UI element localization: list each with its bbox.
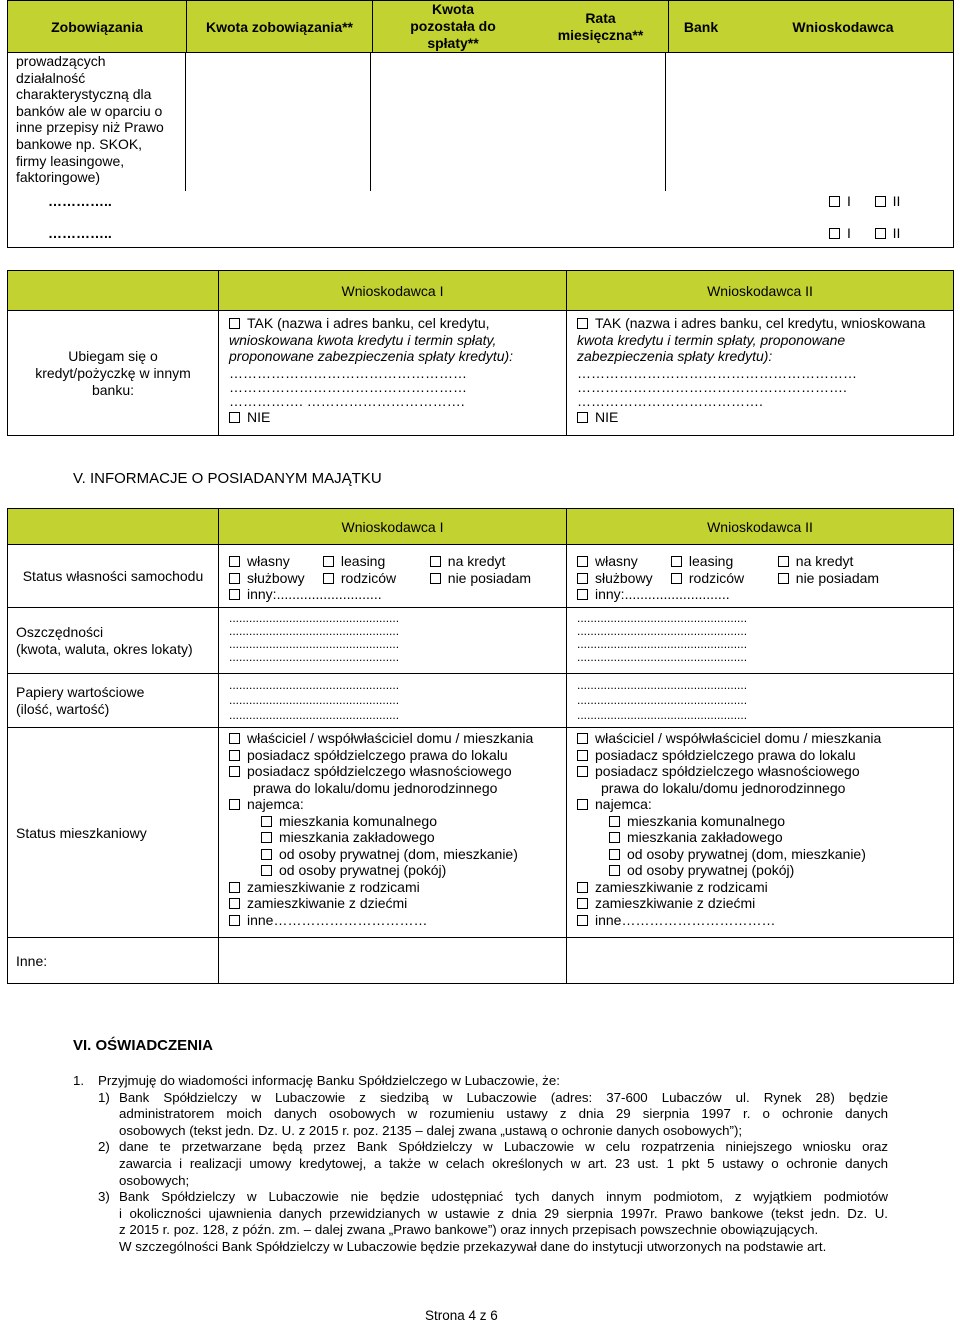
housing-option: od osoby prywatnej (pokój) bbox=[229, 862, 566, 879]
savings-field-i[interactable]: ................................................... ................................................... ................................................... ................................................... bbox=[219, 608, 567, 674]
other-bank-no-checkbox-ii[interactable] bbox=[577, 412, 588, 423]
securities-field-i[interactable]: ................................................... ................................................... ................................................... bbox=[219, 674, 567, 728]
statement-2: 2) dane te przetwarzane będą przez Bank Spółdzielczy w Lubaczowie w celu rozpatrzenia niniejszego wniosku oraz zawarcia i realizacji umowy kredytowej, a także w celach określonych w art. 23 ust. 1 pkt 5 ustawy o ochronie danych osobowych; bbox=[98, 1139, 888, 1188]
securities-field-ii[interactable]: ................................................... ................................................... ................................................... bbox=[567, 674, 954, 728]
applicant-ii-checkbox[interactable] bbox=[875, 196, 886, 207]
other-label: Inne: bbox=[8, 938, 219, 984]
car-status-label: Status własności samochodu bbox=[8, 545, 219, 608]
other-field[interactable] bbox=[219, 938, 567, 984]
car-other-checkbox[interactable] bbox=[577, 589, 588, 600]
applicant-ii-checkbox[interactable] bbox=[875, 228, 886, 239]
car-parents-checkbox[interactable] bbox=[323, 573, 334, 584]
page-number: Strona 4 z 6 bbox=[425, 1308, 498, 1323]
applicant-i-checkbox[interactable] bbox=[829, 196, 840, 207]
loan-details-field-ii[interactable]: …………………………………. bbox=[577, 393, 763, 409]
loan-details-field-i[interactable]: …………………………………………… bbox=[229, 364, 467, 381]
housing-option: zamieszkiwanie z rodzicami bbox=[229, 879, 566, 896]
housing-option-checkbox[interactable] bbox=[577, 799, 588, 810]
housing-option: prawa do lokalu/domu jednorodzinnego bbox=[253, 779, 498, 796]
applicant-i-checkbox[interactable] bbox=[829, 228, 840, 239]
housing-option: mieszkania komunalnego bbox=[229, 813, 566, 830]
section-vi-title: VI. OŚWIADCZENIA bbox=[73, 1037, 214, 1054]
housing-option: zamieszkiwanie z rodzicami bbox=[577, 879, 953, 896]
section-v-title: V. INFORMACJE O POSIADANYM MAJĄTKU bbox=[73, 470, 382, 487]
statement-1: 1) Bank Spółdzielczy w Lubaczowie z siedzibą w Lubaczowie (adres: 37-600 Lubaczów ul. Rynek 28) będzie administratorem moich danych osobowych w rozumieniu ustawy z dnia 29 sierpnia 1997 r. o ochronie danych osobowych (tekst jedn. Dz. U. z 2015 r. poz. 2135 – dalej zwana „ustawą o ochronie danych osobowych”); bbox=[98, 1089, 888, 1138]
other-bank-no-checkbox-i[interactable] bbox=[229, 412, 240, 423]
col-header-remaining: Kwota pozostała do spłaty** bbox=[373, 1, 534, 53]
housing-option: najemca: bbox=[577, 796, 953, 813]
housing-option-checkbox[interactable] bbox=[261, 849, 272, 860]
housing-option: posiadacz spółdzielczego własnościowego bbox=[229, 763, 566, 780]
liabilities-table: Zobowiązania Kwota zobowiązania** Kwota pozostała do spłaty** Rata miesięczna** Bank Wnioskodawca prowadzących działalność charakterystyczną dla banków ale w oparciu o inne przepisy niż Prawo bankowe np. SKOK, firmy leasingowe, faktoringowe) ………….. ………….. I II I II bbox=[7, 0, 954, 248]
housing-option: od osoby prywatnej (dom, mieszkanie) bbox=[577, 846, 953, 863]
housing-option: inne…………………………… bbox=[229, 912, 566, 929]
housing-option-checkbox[interactable] bbox=[229, 898, 240, 909]
housing-option-checkbox[interactable] bbox=[229, 733, 240, 744]
housing-option-checkbox[interactable] bbox=[609, 816, 620, 827]
housing-option: prawa do lokalu/domu jednorodzinnego bbox=[601, 779, 846, 796]
car-leasing-checkbox[interactable] bbox=[323, 556, 334, 567]
housing-option: mieszkania zakładowego bbox=[577, 829, 953, 846]
loan-details-field-ii[interactable]: …………………………………………………… bbox=[577, 364, 857, 381]
other-bank-yes-checkbox-i[interactable] bbox=[229, 318, 240, 329]
housing-option: mieszkania komunalnego bbox=[577, 813, 953, 830]
housing-option-checkbox[interactable] bbox=[609, 849, 620, 860]
header-applicant-i: Wnioskodawca I bbox=[219, 271, 567, 311]
savings-label: Oszczędności (kwota, waluta, okres lokaty) bbox=[8, 608, 219, 674]
housing-option: zamieszkiwanie z dziećmi bbox=[229, 895, 566, 912]
header-applicant-i: Wnioskodawca I bbox=[219, 509, 567, 545]
car-none-checkbox[interactable] bbox=[430, 573, 441, 584]
liability-description: prowadzących działalność charakterystyczną dla banków ale w oparciu o inne przepisy niż Prawo bankowe np. SKOK, firmy leasingowe, faktoringowe) bbox=[16, 53, 164, 186]
housing-option-checkbox[interactable] bbox=[261, 816, 272, 827]
car-company-checkbox[interactable] bbox=[577, 573, 588, 584]
housing-option-checkbox[interactable] bbox=[229, 799, 240, 810]
housing-option: właściciel / współwłaściciel domu / mieszkania bbox=[229, 730, 566, 747]
col-header-bank: Bank bbox=[669, 1, 734, 53]
car-own-checkbox[interactable] bbox=[577, 556, 588, 567]
housing-option-checkbox[interactable] bbox=[577, 882, 588, 893]
car-credit-checkbox[interactable] bbox=[778, 556, 789, 567]
housing-option: zamieszkiwanie z dziećmi bbox=[577, 895, 953, 912]
housing-option: od osoby prywatnej (dom, mieszkanie) bbox=[229, 846, 566, 863]
housing-option-checkbox[interactable] bbox=[229, 915, 240, 926]
housing-option-checkbox[interactable] bbox=[577, 898, 588, 909]
housing-option-checkbox[interactable] bbox=[577, 915, 588, 926]
housing-option-checkbox[interactable] bbox=[577, 733, 588, 744]
other-field[interactable] bbox=[567, 938, 954, 984]
housing-option: posiadacz spółdzielczego prawa do lokalu bbox=[577, 747, 953, 764]
car-other-field[interactable]: inny:........................... bbox=[247, 586, 382, 602]
housing-option-checkbox[interactable] bbox=[229, 882, 240, 893]
other-bank-loan-table: Wnioskodawca I Wnioskodawca II Ubiegam się o kredyt/pożyczkę w innym banku: TAK (nazwa i adres banku, cel kredytu, wnioskowana kwota kredytu i termin spłaty, proponowane zabezpieczenia spłaty kredytu): …………………………………………… …………………………………………… ……………. ……………………………. NIE TAK (nazwa i adres banku, cel kredytu, wnioskowana kwota kredytu i termin spłaty, proponowane zabezpieczenia spłaty kredytu): …………………………………………………… …………………………………………………. …………………………………. NIE bbox=[7, 270, 954, 436]
housing-option-checkbox[interactable] bbox=[229, 750, 240, 761]
housing-option-checkbox[interactable] bbox=[609, 865, 620, 876]
liability-row: ………….. bbox=[48, 225, 112, 241]
car-leasing-checkbox[interactable] bbox=[671, 556, 682, 567]
housing-option: właściciel / współwłaściciel domu / mieszkania bbox=[577, 730, 953, 747]
car-own-checkbox[interactable] bbox=[229, 556, 240, 567]
liability-row: ………….. bbox=[48, 193, 112, 209]
loan-details-field-ii[interactable]: …………………………………………………. bbox=[577, 379, 847, 395]
car-credit-checkbox[interactable] bbox=[430, 556, 441, 567]
housing-option: posiadacz spółdzielczego prawa do lokalu bbox=[229, 747, 566, 764]
housing-option: mieszkania zakładowego bbox=[229, 829, 566, 846]
car-other-checkbox[interactable] bbox=[229, 589, 240, 600]
housing-option-checkbox[interactable] bbox=[261, 832, 272, 843]
other-bank-loan-label: Ubiegam się o kredyt/pożyczkę w innym banku: bbox=[8, 311, 219, 436]
car-other-field[interactable]: inny:........................... bbox=[595, 586, 730, 602]
statements: 1. Przyjmuję do wiadomości informację Banku Spółdzielczego w Lubaczowie, że: 1) Bank Spółdzielczy w Lubaczowie z siedzibą w Lubaczowie (adres: 37-600 Lubaczów ul. Rynek 28) będzie administratorem moich danych osobowych w rozumieniu ustawy z dnia 29 sierpnia 1997 r. o ochronie danych osobowych (tekst jedn. Dz. U. z 2015 r. poz. 2135 – dalej zwana „ustawą o ochronie danych osobowych”); 2) dane te przetwarzane będą przez Bank Spółdzielczy w Lubaczowie w celu rozpatrzenia niniejszego wniosku oraz zawarcia i realizacji umowy kredytowej, a także w celach określonych w art. 23 ust. 1 pkt 5 ustawy o ochronie danych osobowych; 3) Bank Spółdzielczy w Lubaczowie nie będzie udostępniać tych danych innym podmiotom, z wyjątkiem podmiotów i okoliczności ujawnienia danych przewidzianych w ustawie z dnia 29 sierpnia 1997r. Prawo bankowe (tekst jedn. Dz. U. z 2015 r. poz. 128, z późn. zm. – dalej zwana „Prawo bankowe”) oraz innych przepisach powszechnie obowiązujących. W szczególności Bank Spółdzielczy w Lubaczowie będzie przekazywał dane do instytucji utworzonych na podstawie art. bbox=[73, 1073, 888, 1254]
assets-table: Wnioskodawca I Wnioskodawca II Status własności samochodu własny leasing na kredyt służbowy rodziców nie posiadam inny:........................... własny leasing na kredyt służbowy rodziców nie posiadam inny:........................... Oszczędności (kwota, waluta, okres lokaty) ................................................... ................................................... ................................................... ................................................... ................................................... ................................................... ................................................... ................................................... Papiery wartościowe (ilość, wartość) ................................................... ................................................... ................................................... ................................................... ................................................... ................................................... Status mieszkaniowy właściciel / współwłaściciel domu / mieszkania posiadacz spółdzielczego prawa do lokalu posiadacz spółdzielczego własnościowego prawa do lokalu/domu jednorodzinnego najemca: mieszkania komunalnego mieszkania zakładowego od osoby prywatnej (dom, mieszkanie) od osoby prywatnej (pokój) zamieszkiwanie z rodzicami zamieszkiwanie z dziećmi inne…………………………… właściciel / współwłaściciel domu / mieszkania posiadacz spółdzielczego prawa do lokalu posiadacz spółdzielczego własnościowego prawa do lokalu/domu jednorodzinnego najemca: mieszkania komunalnego mieszkania zakładowego od osoby prywatnej (dom, mieszkanie) od osoby prywatnej (pokój) zamieszkiwanie z rodzicami zamieszkiwanie z dziećmi inne…………………………… Inne: bbox=[7, 508, 954, 984]
housing-option-checkbox[interactable] bbox=[609, 832, 620, 843]
housing-option: najemca: bbox=[229, 796, 566, 813]
other-bank-yes-checkbox-ii[interactable] bbox=[577, 318, 588, 329]
housing-option: inne…………………………… bbox=[577, 912, 953, 929]
loan-details-field-i[interactable]: ……………. ……………………………. bbox=[229, 393, 465, 409]
housing-option-checkbox[interactable] bbox=[229, 766, 240, 777]
housing-option-checkbox[interactable] bbox=[261, 865, 272, 876]
header-applicant-ii: Wnioskodawca II bbox=[567, 271, 954, 311]
car-parents-checkbox[interactable] bbox=[671, 573, 682, 584]
car-company-checkbox[interactable] bbox=[229, 573, 240, 584]
housing-option: od osoby prywatnej (pokój) bbox=[577, 862, 953, 879]
col-header-amount: Kwota zobowiązania** bbox=[187, 1, 373, 53]
housing-option-checkbox[interactable] bbox=[577, 750, 588, 761]
col-header-applicant: Wnioskodawca bbox=[733, 1, 954, 53]
housing-option: posiadacz spółdzielczego własnościowego bbox=[577, 763, 953, 780]
savings-field-ii[interactable]: ................................................... ................................................... ................................................... ................................................... bbox=[567, 608, 954, 674]
securities-label: Papiery wartościowe (ilość, wartość) bbox=[8, 674, 219, 728]
header-applicant-ii: Wnioskodawca II bbox=[567, 509, 954, 545]
car-none-checkbox[interactable] bbox=[778, 573, 789, 584]
statement-3: 3) Bank Spółdzielczy w Lubaczowie nie będzie udostępniać tych danych innym podmiotom, z wyjątkiem podmiotów i okoliczności ujawnienia danych przewidzianych w ustawie z dnia 29 sierpnia 1997r. Prawo bankowe (tekst jedn. Dz. U. z 2015 r. poz. 128, z późn. zm. – dalej zwana „Prawo bankowe”) oraz innych przepisach powszechnie obowiązujących. W szczególności Bank Spółdzielczy w Lubaczowie będzie przekazywał dane do instytucji utworzonych na podstawie art. bbox=[98, 1189, 888, 1254]
col-header-installment: Rata miesięczna** bbox=[533, 1, 669, 53]
housing-option-checkbox[interactable] bbox=[577, 766, 588, 777]
loan-details-field-i[interactable]: …………………………………………… bbox=[229, 379, 467, 395]
col-header-liabilities: Zobowiązania bbox=[8, 1, 187, 53]
housing-status-label: Status mieszkaniowy bbox=[8, 728, 219, 938]
